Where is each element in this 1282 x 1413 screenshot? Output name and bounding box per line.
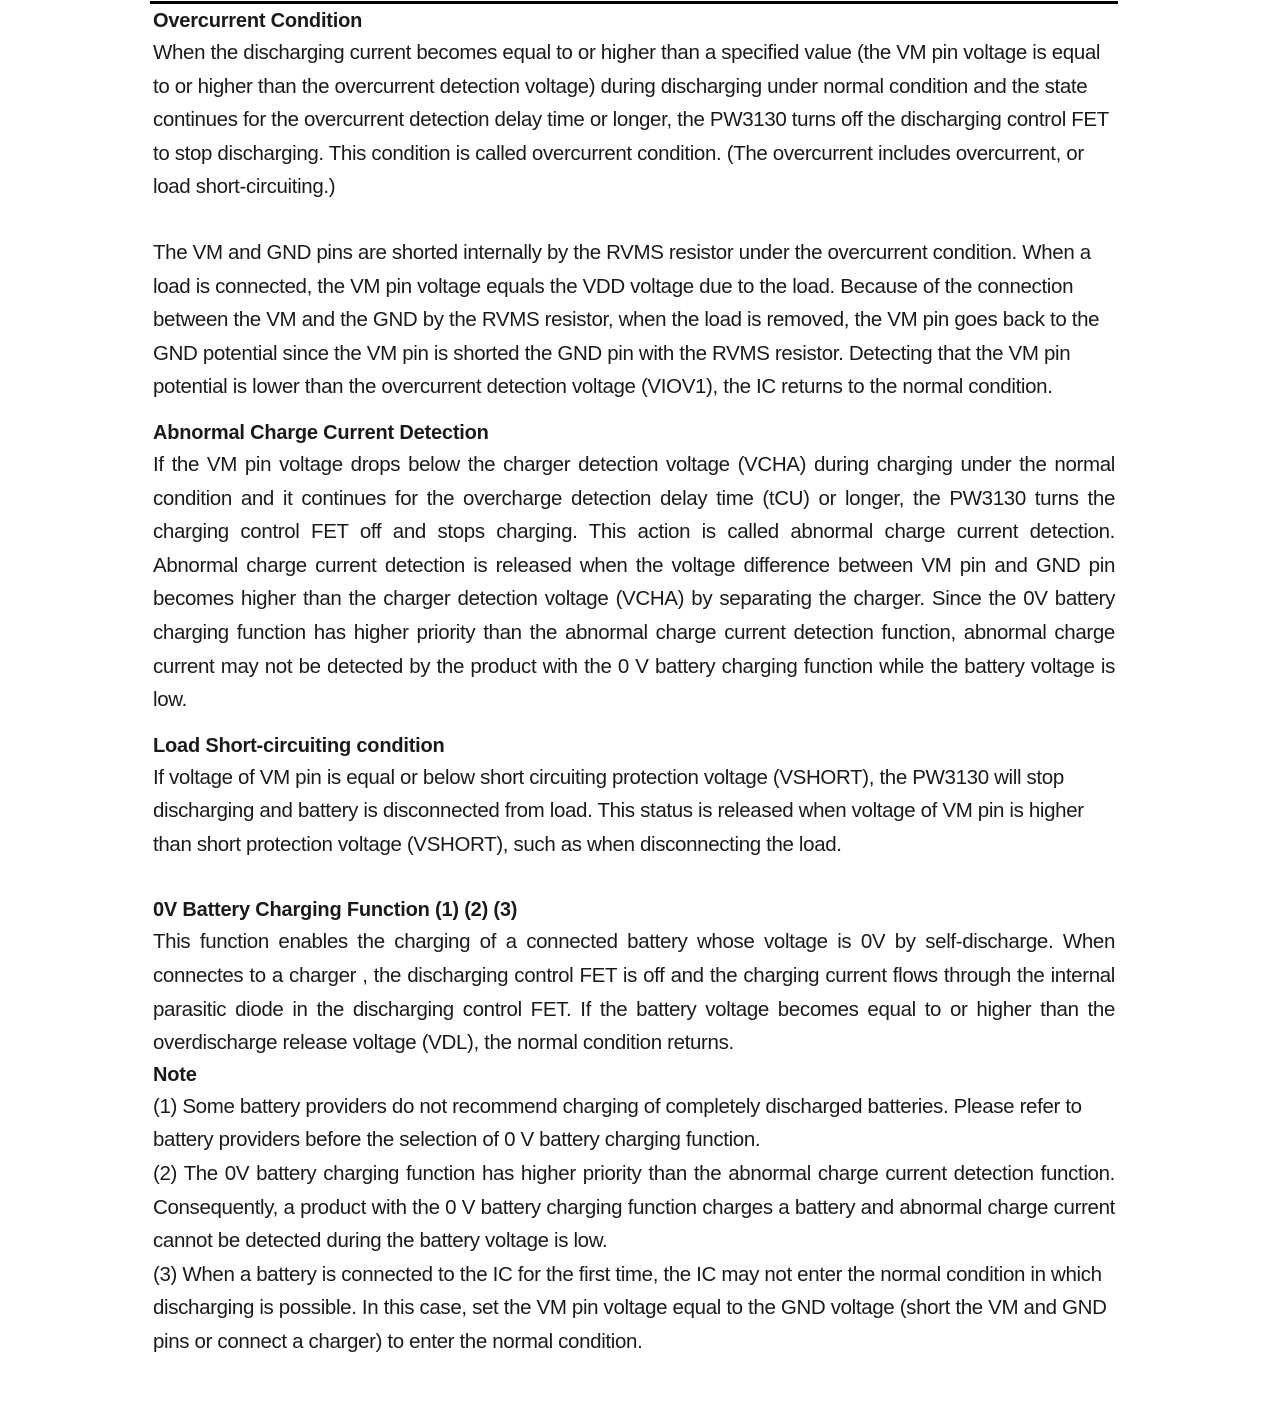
heading-overcurrent: Overcurrent Condition <box>153 10 363 32</box>
paragraph-overcurrent-1: When the discharging current becomes equal to or higher than a specified value (the VM pin voltage is equal to or higher than the overcurrent detection voltage) during discharging under normal condition and the state continues for the overcurrent detection delay time or longer, the PW3130 turns off the discharging control FET to stop discharging. This condition is called overcurrent condition. (The overcurrent includes overcurrent, or load short-circuiting.) <box>153 41 1109 199</box>
paragraph-overcurrent-2: The VM and GND pins are shorted internally by the RVMS resistor under the overcurrent condition. When a load is connected, the VM pin voltage equals the VDD voltage due to the load. Because of the connection between the VM and the GND by the RVMS resistor, when the load is removed, the VM pin goes back to the GND potential since the VM pin is shorted the GND pin with the RVMS resistor. Detecting that the VM pin potential is lower than the overcurrent detection voltage (VIOV1), the IC returns to the normal condition. <box>153 240 1100 399</box>
heading-abnormal-charge: Abnormal Charge Current Detection <box>153 421 489 444</box>
spacer <box>153 861 1115 895</box>
spacer <box>153 717 1115 731</box>
heading-note: Note <box>153 1063 197 1086</box>
paragraph-abnormal-charge: If the VM pin voltage drops below the charger detection voltage (VCHA) during charging under the normal condition and it continues for the overcharge detection delay time (tCU) or longer, the PW3130 turns the charging control FET off and stops charging. This action is called abnormal charge current detection. Abnormal charge current detection is released when the voltage difference between VM pin and GND pin becomes higher than the charger detection voltage (VCHA) by separating the charger. Since the 0V battery charging function has higher priority than the abnormal charge current detection function, abnormal charge current may not be detected by the product with the 0 V battery charging function while the battery voltage is low. <box>153 452 1115 712</box>
document-page <box>153 6 1115 1359</box>
note-2: (2) The 0V battery charging function has higher priority than the abnormal charge current detection function. Consequently, a product with the 0 V battery charging function charges a battery and abnormal charge current cannot be detected during the battery voltage is low. <box>153 1162 1115 1253</box>
paragraph-load-short: If voltage of VM pin is equal or below short circuiting protection voltage (VSHORT), the PW3130 will stop discharging and battery is disconnected from load. This status is released when voltage of VM pin is higher than short protection voltage (VSHORT), such as when disconnecting the load. <box>153 765 1084 856</box>
spacer <box>153 404 1115 418</box>
spacer <box>153 204 1115 236</box>
top-rule <box>150 1 1118 4</box>
heading-zero-v-charging: 0V Battery Charging Function (1) (2) (3) <box>153 899 518 922</box>
note-1: (1) Some battery providers do not recommend charging of completely discharged batteries. Please refer to battery providers before the selection of 0 V battery charging function. <box>153 1094 1082 1152</box>
note-3: (3) When a battery is connected to the IC for the first time, the IC may not enter the normal condition in which discharging is possible. In this case, set the VM pin voltage equal to the GND voltage (short the VM and GND pins or connect a charger) to enter the normal condition. <box>153 1262 1107 1353</box>
paragraph-zero-v-charging: This function enables the charging of a connected battery whose voltage is 0V by self-discharge. When connectes to a charger , the discharging control FET is off and the charging current flows through the internal parasitic diode in the discharging control FET. If the battery voltage becomes equal to or higher than the overdischarge release voltage (VDL), the normal condition returns. <box>153 930 1115 1055</box>
heading-load-short: Load Short-circuiting condition <box>153 734 445 757</box>
